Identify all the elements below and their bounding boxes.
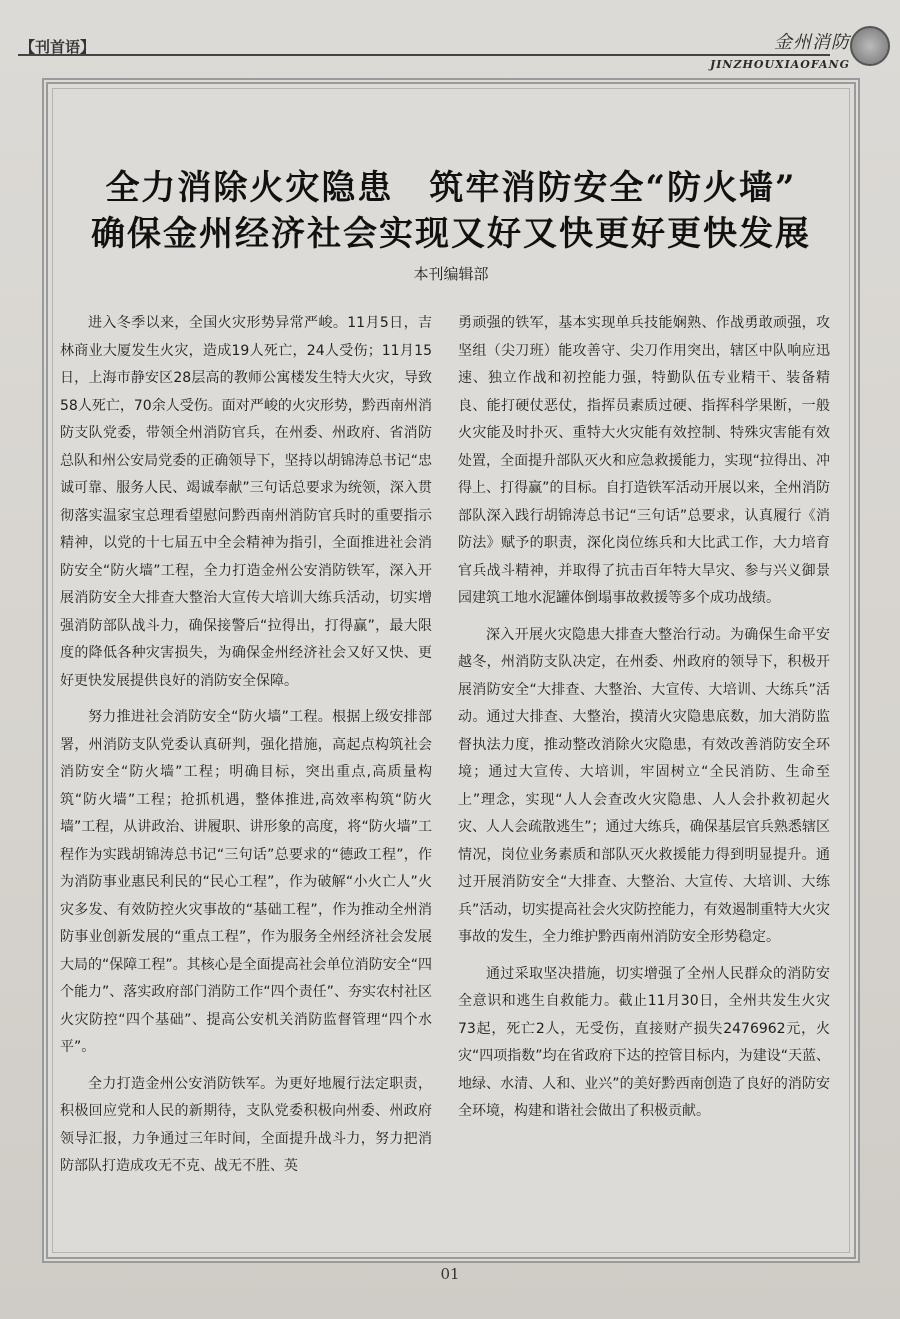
paragraph: 努力推进社会消防安全“防火墙”工程。根据上级安排部署，州消防支队党委认真研判，强化措施，高起点构筑社会消防安全“防火墙”工程；明确目标，突出重点,高质量构筑“防火墙”工程；抢抓机遇，整体推进,高效率构筑“防火墙”工程，从讲政治、讲履职、讲形象的高度，将“防火墙”工程作为实践胡锦涛总书记“三句话”总要求的“德政工程”，作为消防事业惠民利民的“民心工程”，作为破解“小火亡人”火灾多发、有效防控火灾事故的“基础工程”，作为推动全州消防事业创新发展的“重点工程”，作为服务全州经济社会发展大局的“保障工程”。其核心是全面提高社会单位消防安全“四个能力”、落实政府部门消防工作“四个责任”、夯实农村社区火灾防控“四个基础”、提高公安机关消防监督管理“四个水平”。 <box>60 709 432 1055</box>
article-title-line-1: 全力消除火灾隐患 筑牢消防安全“防火墙” <box>105 168 797 208</box>
paragraph: 全力打造金州公安消防铁军。为更好地履行法定职责，积极回应党和人民的新期待，支队党委积极向州委、州政府领导汇报，力争通过三年时间，全面提升战斗力，努力把消防部队打造成攻无不克、战无不胜、英 <box>60 1075 432 1174</box>
section-tag: 【刊首语】 <box>20 38 96 56</box>
paragraph: 进入冬季以来，全国火灾形势异常严峻。11月5日，吉林商业大厦发生火灾，造成19人死亡，24人受伤；11月15日，上海市静安区28层高的教师公寓楼发生特大火灾，导致58人死亡，70余人受伤。面对严峻的火灾形势，黔西南州消防支队党委，带领全州消防官兵，在州委、州政府、省消防总队和州公安局党委的正确领导下，坚持以胡锦涛总书记“忠诚可靠、服务人民、竭诚奉献”三句话总要求为统领，深入贯彻落实温家宝总理看望慰问黔西南州消防官兵时的重要指示精神，以党的十七届五中全会精神为指引，全面推进社会消防安全“防火墙”工程，全力打造金州公安消防铁军，深入开展消防安全大排查大整治大宣传大培训大练兵活动，切实增强消防部队战斗力，确保接警后“拉得出，打得赢”，最大限度的降低各种灾害损失，为确保金州经济社会又好又快、更好更快发展提供良好的消防安全保障。 <box>60 315 432 689</box>
paragraph: 深入开展火灾隐患大排查大整治行动。为确保生命平安越冬，州消防支队决定，在州委、州政府的领导下，积极开展消防安全“大排查、大整治、大宣传、大培训、大练兵”活动。通过大排查、大整治，摸清火灾隐患底数，加大消防监督执法力度，推动整改消除火灾隐患，有效改善消防安全环境；通过大宣传、大培训，牢固树立“全民消防、生命至上”理念，实现“人人会查改火灾隐患、人人会扑救初起火灾、人人会疏散逃生”；通过大练兵，确保基层官兵熟悉辖区情况，岗位业务素质和部队灭火救援能力得到明显提升。通过开展消防安全“大排查、大整治、大宣传、大培训、大练兵”活动，切实提高社会火灾防控能力，有效遏制重特大火灾事故的发生，全力维护黔西南州消防安全形势稳定。 <box>458 626 830 945</box>
article-title-line-2: 确保金州经济社会实现又好又快更好更快发展 <box>91 214 811 254</box>
header-divider <box>18 54 830 56</box>
brand-name: 金州消防 <box>774 32 850 53</box>
article-left-column <box>60 310 432 1181</box>
article-right-column <box>458 310 830 1126</box>
paragraph-continued: 勇顽强的铁军，基本实现单兵技能娴熟、作战勇敢顽强，攻坚组（尖刀班）能攻善守、尖刀作用突出，辖区中队响应迅速、独立作战和初控能力强，特勤队伍专业精干、装备精良、能打硬仗恶仗，指挥员素质过硬、指挥科学果断，一般火灾能及时扑灭、重特大火灾能有效控制、特殊灾害能有效处置，全面提升部队灭火和应急救援能力，实现“拉得出、冲得上、打得赢”的目标。自打造铁军活动开展以来，全州消防部队深入践行胡锦涛总书记“三句话”总要求，认真履行《消防法》赋予的职责，深化岗位练兵和大比武工作，大力培育官兵战斗精神，并取得了抗击百年特大旱灾、参与兴义御景园建筑工地水泥罐体倒塌事故救援等多个成功战绩。 <box>458 315 830 606</box>
page-number: 01 <box>440 1265 460 1283</box>
magazine-brand <box>710 28 850 71</box>
paragraph: 通过采取坚决措施，切实增强了全州人民群众的消防安全意识和逃生自救能力。截止11月30日，全州共发生火灾73起，死亡2人，无受伤，直接财产损失2476962元，火灾“四项指数”均在省政府下达的控管目标内，为建设“天蓝、地绿、水清、人和、业兴”的美好黔西南创造了良好的消防安全环境，构建和谐社会做出了积极贡献。 <box>458 965 830 1119</box>
fire-emblem-icon <box>850 26 890 66</box>
brand-pinyin: JINZHOUXIAOFANG <box>710 58 850 71</box>
article-byline: 本刊编辑部 <box>413 265 489 283</box>
